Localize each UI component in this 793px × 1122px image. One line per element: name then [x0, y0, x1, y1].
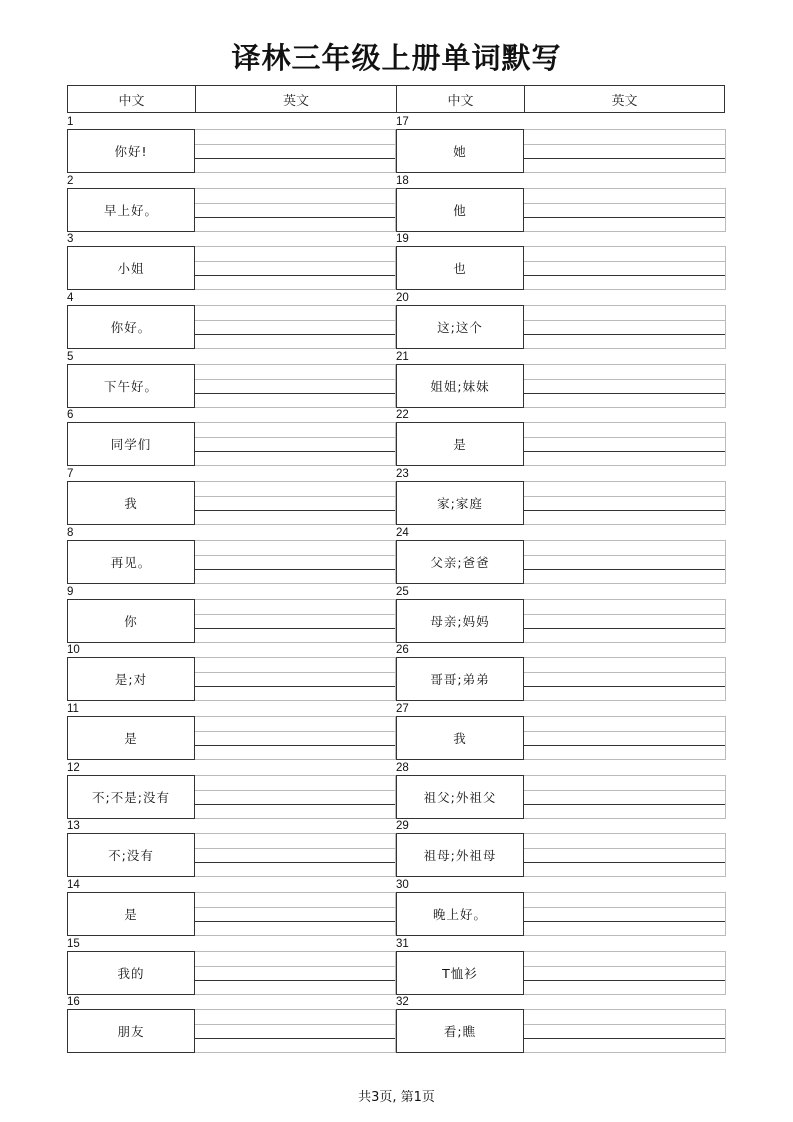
word-item: [67, 526, 396, 585]
writing-guide-line: [524, 731, 725, 732]
baseline: [524, 569, 725, 570]
right-column: [396, 115, 726, 1054]
english-answer-lines[interactable]: [524, 188, 726, 232]
chinese-word: 这;这个: [396, 305, 524, 349]
chinese-word: 是: [67, 892, 195, 936]
word-item: [67, 115, 396, 174]
writing-guide-line: [524, 672, 725, 673]
english-answer-lines[interactable]: [524, 657, 726, 701]
baseline: [524, 862, 725, 863]
english-answer-lines[interactable]: [524, 951, 726, 995]
word-item: [396, 819, 726, 878]
writing-guide-line: [195, 555, 395, 556]
word-item: [67, 995, 396, 1054]
item-number: 11: [67, 702, 79, 715]
word-item: [67, 408, 396, 467]
item-number: 18: [396, 174, 409, 187]
item-number: 3: [67, 233, 74, 246]
writing-guide-line: [195, 1024, 395, 1025]
baseline: [195, 451, 395, 452]
baseline: [524, 745, 725, 746]
item-number: 19: [396, 233, 409, 246]
writing-guide-line: [195, 320, 395, 321]
chinese-word: 晚上好。: [396, 892, 524, 936]
english-answer-lines[interactable]: [524, 129, 726, 173]
chinese-word: 他: [396, 188, 524, 232]
word-item: [396, 174, 726, 233]
english-answer-lines[interactable]: [195, 657, 396, 701]
word-item: [396, 350, 726, 409]
item-number: 16: [67, 996, 80, 1009]
item-number: 2: [67, 174, 74, 187]
baseline: [524, 275, 725, 276]
word-item: [396, 995, 726, 1054]
word-item: [396, 467, 726, 526]
item-number: 32: [396, 996, 409, 1009]
writing-guide-line: [195, 614, 395, 615]
writing-guide-line: [195, 203, 395, 204]
english-answer-lines[interactable]: [524, 246, 726, 290]
item-number: 25: [396, 585, 409, 598]
writing-guide-line: [524, 1024, 725, 1025]
chinese-word: 祖父;外祖父: [396, 775, 524, 819]
chinese-word: 她: [396, 129, 524, 173]
baseline: [195, 393, 395, 394]
writing-guide-line: [195, 790, 395, 791]
word-item: [67, 878, 396, 937]
english-answer-lines[interactable]: [524, 716, 726, 760]
writing-guide-line: [524, 790, 725, 791]
chinese-word: 小姐: [67, 246, 195, 290]
baseline: [195, 334, 395, 335]
baseline: [524, 451, 725, 452]
chinese-word: 下午好。: [67, 364, 195, 408]
item-number: 15: [67, 937, 80, 950]
writing-guide-line: [195, 379, 395, 380]
header-chinese-right: 中文: [397, 86, 525, 112]
english-answer-lines[interactable]: [524, 422, 726, 466]
writing-guide-line: [195, 261, 395, 262]
baseline: [195, 275, 395, 276]
item-number: 29: [396, 820, 409, 833]
item-number: 31: [396, 937, 409, 950]
chinese-word: 也: [396, 246, 524, 290]
item-number: 22: [396, 409, 409, 422]
item-number: 30: [396, 878, 409, 891]
left-column: [67, 115, 396, 1054]
item-number: 1: [67, 116, 74, 128]
writing-guide-line: [195, 966, 395, 967]
english-answer-lines[interactable]: [524, 775, 726, 819]
english-answer-lines[interactable]: [195, 951, 396, 995]
chinese-word: 我: [67, 481, 195, 525]
chinese-word: 我: [396, 716, 524, 760]
english-answer-lines[interactable]: [524, 481, 726, 525]
chinese-word: 你: [67, 599, 195, 643]
english-answer-lines[interactable]: [195, 1009, 396, 1053]
item-number: 20: [396, 292, 409, 305]
header-english-left: 英文: [196, 86, 397, 112]
english-answer-lines[interactable]: [195, 892, 396, 936]
word-item: [396, 702, 726, 761]
baseline: [524, 393, 725, 394]
baseline: [524, 510, 725, 511]
item-number: 27: [396, 702, 409, 715]
header-english-right: 英文: [611, 93, 638, 109]
word-item: [67, 702, 396, 761]
item-number: 13: [67, 820, 80, 833]
english-answer-lines[interactable]: [524, 540, 726, 584]
baseline: [195, 804, 395, 805]
chinese-word: 祖母;外祖母: [396, 833, 524, 877]
writing-guide-line: [195, 731, 395, 732]
english-answer-lines[interactable]: [195, 833, 396, 877]
writing-guide-line: [195, 907, 395, 908]
writing-guide-line: [524, 203, 725, 204]
word-item: [396, 408, 726, 467]
chinese-word: 我的: [67, 951, 195, 995]
word-item: [67, 467, 396, 526]
baseline: [524, 686, 725, 687]
word-item: [396, 291, 726, 350]
baseline: [524, 628, 725, 629]
english-answer-lines[interactable]: [195, 129, 396, 173]
chinese-word: 再见。: [67, 540, 195, 584]
item-number: 12: [67, 761, 80, 774]
baseline: [195, 980, 395, 981]
word-item: [67, 232, 396, 291]
word-item: [67, 350, 396, 409]
english-answer-lines[interactable]: [195, 188, 396, 232]
english-answer-lines[interactable]: [195, 481, 396, 525]
page-title: 译林三年级上册单词默写: [231, 41, 562, 75]
baseline: [195, 217, 395, 218]
baseline: [524, 158, 725, 159]
column-header: [67, 85, 725, 113]
chinese-word: T恤衫: [396, 951, 524, 995]
baseline: [195, 158, 395, 159]
word-item: [396, 937, 726, 996]
baseline: [195, 862, 395, 863]
baseline: [524, 804, 725, 805]
writing-guide-line: [195, 848, 395, 849]
writing-guide-line: [524, 379, 725, 380]
baseline: [524, 334, 725, 335]
item-number: 14: [67, 878, 80, 891]
word-item: [67, 291, 396, 350]
chinese-word: 你好!: [67, 129, 195, 173]
word-item: [67, 643, 396, 702]
writing-guide-line: [524, 614, 725, 615]
item-number: 4: [67, 292, 74, 305]
word-item: [67, 585, 396, 644]
page-footer: 共3页, 第1页: [358, 1090, 435, 1105]
baseline: [195, 569, 395, 570]
item-number: 9: [67, 585, 74, 598]
baseline: [195, 628, 395, 629]
english-answer-lines[interactable]: [524, 364, 726, 408]
chinese-word: 父亲;爸爸: [396, 540, 524, 584]
word-item: [67, 937, 396, 996]
baseline: [524, 921, 725, 922]
chinese-word: 你好。: [67, 305, 195, 349]
chinese-word: 不;不是;没有: [67, 775, 195, 819]
english-answer-lines[interactable]: [195, 364, 396, 408]
word-item: [396, 232, 726, 291]
writing-guide-line: [524, 907, 725, 908]
item-number: 7: [67, 468, 74, 481]
chinese-word: 姐姐;妹妹: [396, 364, 524, 408]
item-number: 10: [67, 644, 80, 657]
english-answer-lines[interactable]: [524, 1009, 726, 1053]
writing-guide-line: [195, 144, 395, 145]
word-item: [396, 526, 726, 585]
writing-guide-line: [524, 848, 725, 849]
english-answer-lines[interactable]: [195, 305, 396, 349]
chinese-word: 看;瞧: [396, 1009, 524, 1053]
writing-guide-line: [524, 966, 725, 967]
writing-guide-line: [524, 320, 725, 321]
word-item: [67, 174, 396, 233]
chinese-word: 早上好。: [67, 188, 195, 232]
chinese-word: 母亲;妈妈: [396, 599, 524, 643]
english-answer-lines[interactable]: [195, 540, 396, 584]
item-number: 23: [396, 468, 409, 481]
header-chinese-left: 中文: [68, 86, 196, 112]
writing-guide-line: [524, 261, 725, 262]
chinese-word: 朋友: [67, 1009, 195, 1053]
writing-guide-line: [195, 496, 395, 497]
baseline: [195, 686, 395, 687]
item-number: 24: [396, 526, 409, 539]
baseline: [195, 921, 395, 922]
word-item: [396, 585, 726, 644]
english-answer-lines[interactable]: [524, 305, 726, 349]
english-answer-lines[interactable]: [195, 422, 396, 466]
item-number: 5: [67, 350, 74, 363]
writing-guide-line: [524, 437, 725, 438]
chinese-word: 哥哥;弟弟: [396, 657, 524, 701]
baseline: [195, 1038, 395, 1039]
english-answer-lines[interactable]: [195, 599, 396, 643]
english-answer-lines[interactable]: [524, 892, 726, 936]
word-item: [396, 878, 726, 937]
writing-guide-line: [524, 496, 725, 497]
baseline: [195, 745, 395, 746]
baseline: [524, 980, 725, 981]
item-number: 26: [396, 644, 409, 657]
baseline: [524, 217, 725, 218]
writing-guide-line: [195, 672, 395, 673]
chinese-word: 同学们: [67, 422, 195, 466]
word-item: [67, 761, 396, 820]
item-number: 17: [396, 116, 409, 128]
item-number: 21: [396, 350, 409, 363]
english-answer-lines[interactable]: [524, 833, 726, 877]
writing-guide-line: [195, 437, 395, 438]
word-item: [396, 761, 726, 820]
chinese-word: 家;家庭: [396, 481, 524, 525]
writing-guide-line: [524, 144, 725, 145]
word-item: [67, 819, 396, 878]
chinese-word: 是;对: [67, 657, 195, 701]
english-answer-lines[interactable]: [195, 716, 396, 760]
baseline: [195, 510, 395, 511]
writing-guide-line: [524, 555, 725, 556]
english-answer-lines[interactable]: [195, 246, 396, 290]
item-number: 8: [67, 526, 74, 539]
english-answer-lines[interactable]: [524, 599, 726, 643]
word-item: [396, 643, 726, 702]
english-answer-lines[interactable]: [195, 775, 396, 819]
chinese-word: 不;没有: [67, 833, 195, 877]
word-item: [396, 115, 726, 174]
baseline: [524, 1038, 725, 1039]
chinese-word: 是: [67, 716, 195, 760]
item-number: 6: [67, 409, 74, 422]
item-number: 28: [396, 761, 409, 774]
chinese-word: 是: [396, 422, 524, 466]
